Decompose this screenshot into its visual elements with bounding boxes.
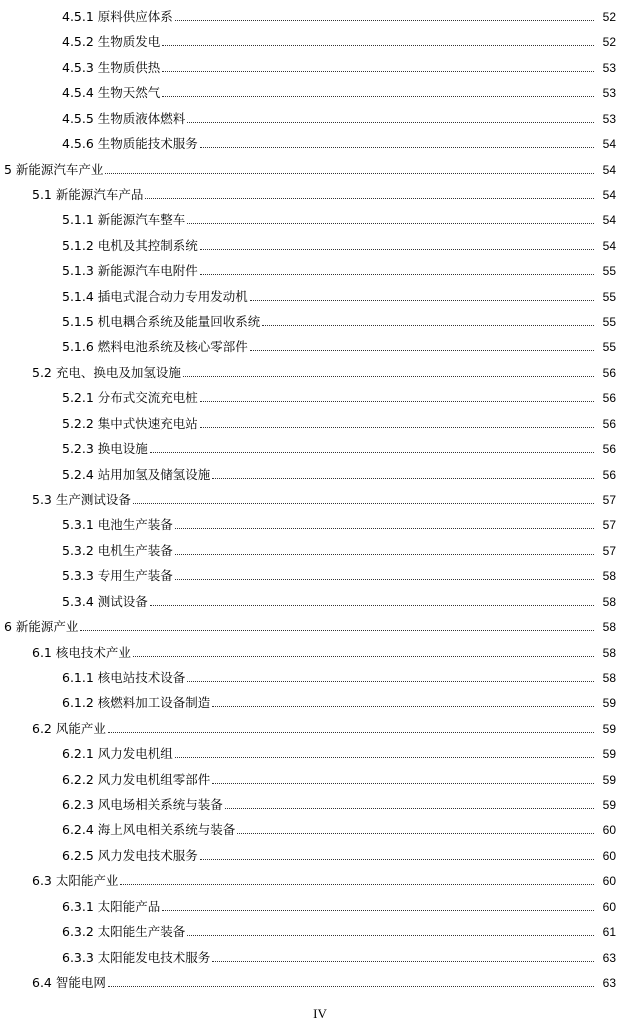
toc-entry-title: 5.3.3 专用生产装备 — [62, 568, 173, 583]
toc-entry[interactable] — [62, 285, 616, 305]
toc-entry[interactable] — [62, 793, 616, 813]
toc-dot-leader — [200, 426, 594, 428]
toc-entry[interactable] — [62, 539, 616, 559]
toc-entry-title: 5 新能源汽车产业 — [4, 162, 104, 177]
toc-entry-page: 59 — [602, 773, 616, 787]
toc-entry[interactable] — [62, 234, 616, 254]
toc-dot-leader — [200, 400, 594, 402]
toc-entry[interactable] — [32, 183, 616, 203]
toc-entry[interactable] — [62, 742, 616, 762]
toc-dot-leader — [162, 44, 594, 46]
toc-entry-page: 63 — [602, 951, 616, 965]
toc-entry-title: 5.1.4 插电式混合动力专用发动机 — [62, 289, 248, 304]
toc-entry[interactable] — [32, 641, 616, 661]
toc-dot-leader — [162, 95, 594, 97]
toc-entry-page: 60 — [602, 874, 616, 888]
toc-entry-title: 6.1.2 核燃料加工设备制造 — [62, 695, 211, 710]
toc-entry-page: 57 — [602, 544, 616, 558]
toc-entry-title: 5.1.6 燃料电池系统及核心零部件 — [62, 339, 248, 354]
toc-entry-title: 6.2 风能产业 — [32, 721, 106, 736]
toc-entry[interactable] — [62, 818, 616, 838]
toc-entry-page: 54 — [602, 188, 616, 202]
toc-entry-title: 6.2.1 风力发电机组 — [62, 746, 173, 761]
toc-entry-page: 58 — [602, 646, 616, 660]
toc-entry-page: 54 — [602, 213, 616, 227]
toc-dot-leader — [120, 883, 594, 885]
toc-entry-title: 6.2.2 风力发电机组零部件 — [62, 772, 211, 787]
toc-entry[interactable] — [62, 30, 616, 50]
toc-entry[interactable] — [62, 590, 616, 610]
toc-entry-page: 55 — [602, 264, 616, 278]
toc-entry[interactable] — [62, 107, 616, 127]
toc-entry[interactable] — [32, 971, 616, 991]
toc-entry-title: 6.3.3 太阳能发电技术服务 — [62, 950, 211, 965]
toc-dot-leader — [175, 756, 594, 758]
toc-entry[interactable] — [62, 513, 616, 533]
toc-entry-title: 5.1.2 电机及其控制系统 — [62, 238, 198, 253]
toc-dot-leader — [225, 807, 594, 809]
toc-entry-title: 4.5.2 生物质发电 — [62, 34, 161, 49]
toc-entry-title: 5.2.3 换电设施 — [62, 441, 148, 456]
toc-dot-leader — [162, 909, 594, 911]
toc-entry-title: 6.4 智能电网 — [32, 975, 106, 990]
toc-entry[interactable] — [62, 132, 616, 152]
toc-entry[interactable] — [62, 691, 616, 711]
toc-entry-title: 6.1.1 核电站技术设备 — [62, 670, 186, 685]
toc-dot-leader — [200, 273, 594, 275]
toc-dot-leader — [175, 578, 594, 580]
toc-dot-leader — [212, 960, 594, 962]
toc-entry-title: 6.2.5 风力发电技术服务 — [62, 848, 198, 863]
toc-entry[interactable] — [62, 768, 616, 788]
toc-entry-title: 5.1 新能源汽车产品 — [32, 187, 144, 202]
toc-entry[interactable] — [4, 158, 616, 178]
toc-entry-page: 55 — [602, 290, 616, 304]
toc-entry-page: 58 — [602, 620, 616, 634]
toc-dot-leader — [200, 858, 594, 860]
toc-entry-title: 5.2.4 站用加氢及储氢设施 — [62, 467, 211, 482]
toc-entry-title: 5.3.2 电机生产装备 — [62, 543, 173, 558]
toc-entry-title: 6.3 太阳能产业 — [32, 873, 119, 888]
toc-entry-title: 6.3.2 太阳能生产装备 — [62, 924, 186, 939]
toc-entry-title: 6.2.4 海上风电相关系统与装备 — [62, 822, 236, 837]
toc-dot-leader — [250, 349, 594, 351]
toc-entry[interactable] — [62, 666, 616, 686]
toc-dot-leader — [105, 172, 594, 174]
toc-entry-page: 56 — [602, 442, 616, 456]
toc-entry-page: 52 — [602, 10, 616, 24]
toc-entry-page: 59 — [602, 798, 616, 812]
toc-entry-page: 53 — [602, 61, 616, 75]
toc-dot-leader — [212, 782, 594, 784]
toc-entry-page: 59 — [602, 722, 616, 736]
toc-entry-page: 54 — [602, 239, 616, 253]
toc-entry[interactable] — [32, 717, 616, 737]
toc-entry-title: 5.2.2 集中式快速充电站 — [62, 416, 198, 431]
toc-entry-page: 53 — [602, 112, 616, 126]
toc-entry-title: 5.3 生产测试设备 — [32, 492, 131, 507]
toc-entry[interactable] — [62, 844, 616, 864]
toc-dot-leader — [145, 197, 594, 199]
toc-entry[interactable] — [62, 5, 616, 25]
toc-dot-leader — [187, 934, 594, 936]
toc-dot-leader — [237, 832, 594, 834]
toc-dot-leader — [262, 324, 594, 326]
toc-entry-page: 55 — [602, 340, 616, 354]
toc-dot-leader — [200, 146, 594, 148]
toc-entry-title: 6 新能源产业 — [4, 619, 79, 634]
toc-entry-page: 58 — [602, 671, 616, 685]
toc-entry-page: 58 — [602, 595, 616, 609]
toc-entry-title: 4.5.6 生物质能技术服务 — [62, 136, 198, 151]
toc-entry-page: 60 — [602, 849, 616, 863]
toc-dot-leader — [200, 248, 594, 250]
toc-entry-title: 6.2.3 风电场相关系统与装备 — [62, 797, 223, 812]
toc-entry-page: 63 — [602, 976, 616, 990]
toc-dot-leader — [150, 604, 594, 606]
toc-entry[interactable] — [62, 259, 616, 279]
toc-entry-title: 5.1.3 新能源汽车电附件 — [62, 263, 198, 278]
toc-entry[interactable] — [32, 361, 616, 381]
toc-dot-leader — [133, 502, 594, 504]
toc-entry-page: 56 — [602, 366, 616, 380]
toc-entry-title: 5.1.5 机电耦合系统及能量回收系统 — [62, 314, 261, 329]
toc-entry-title: 5.3.1 电池生产装备 — [62, 517, 173, 532]
toc-entry[interactable] — [32, 488, 616, 508]
toc-entry[interactable] — [62, 310, 616, 330]
toc-dot-leader — [175, 553, 594, 555]
toc-entry[interactable] — [62, 946, 616, 966]
toc-entry-page: 57 — [602, 518, 616, 532]
toc-dot-leader — [175, 527, 594, 529]
toc-dot-leader — [187, 680, 594, 682]
toc-entry-page: 59 — [602, 747, 616, 761]
page-number-footer: IV — [313, 1006, 327, 1021]
toc-dot-leader — [133, 655, 594, 657]
toc-entry-title: 4.5.4 生物天然气 — [62, 85, 161, 100]
toc-entry[interactable] — [62, 56, 616, 76]
toc-dot-leader — [183, 375, 594, 377]
toc-entry-title: 5.2 充电、换电及加氢设施 — [32, 365, 181, 380]
toc-entry[interactable] — [62, 564, 616, 584]
toc-entry-page: 59 — [602, 696, 616, 710]
toc-entry[interactable] — [62, 895, 616, 915]
toc-entry-page: 54 — [602, 137, 616, 151]
toc-entry-title: 6.1 核电技术产业 — [32, 645, 131, 660]
toc-entry-title: 4.5.3 生物质供热 — [62, 60, 161, 75]
toc-entry[interactable] — [32, 869, 616, 889]
toc-entry[interactable] — [62, 920, 616, 940]
toc-entry[interactable] — [62, 412, 616, 432]
toc-dot-leader — [80, 629, 594, 631]
toc-entry-page: 56 — [602, 468, 616, 482]
toc-entry[interactable] — [62, 81, 616, 101]
toc-dot-leader — [108, 985, 594, 987]
toc-entry-title: 4.5.5 生物质液体燃料 — [62, 111, 186, 126]
toc-dot-leader — [108, 731, 594, 733]
toc-entry[interactable] — [62, 335, 616, 355]
toc-dot-leader — [250, 299, 594, 301]
toc-entry[interactable] — [62, 386, 616, 406]
toc-entry[interactable] — [62, 208, 616, 228]
toc-dot-leader — [187, 121, 594, 123]
toc-entry-page: 61 — [602, 925, 616, 939]
toc-entry-title: 6.3.1 太阳能产品 — [62, 899, 161, 914]
toc-dot-leader — [150, 451, 594, 453]
toc-entry-page: 58 — [602, 569, 616, 583]
toc-entry[interactable] — [4, 615, 616, 635]
toc-dot-leader — [162, 70, 594, 72]
toc-dot-leader — [187, 222, 594, 224]
toc-entry-page: 54 — [602, 163, 616, 177]
toc-entry[interactable] — [62, 437, 616, 457]
toc-entry-title: 5.1.1 新能源汽车整车 — [62, 212, 186, 227]
toc-entry-page: 52 — [602, 35, 616, 49]
toc-entry-page: 60 — [602, 900, 616, 914]
toc-entry-page: 55 — [602, 315, 616, 329]
toc-entry-page: 53 — [602, 86, 616, 100]
toc-entry-title: 4.5.1 原料供应体系 — [62, 9, 173, 24]
toc-dot-leader — [175, 19, 594, 21]
toc-dot-leader — [212, 477, 594, 479]
toc-dot-leader — [212, 705, 594, 707]
toc-entry-page: 57 — [602, 493, 616, 507]
toc-entry[interactable] — [62, 463, 616, 483]
toc-entry-title: 5.2.1 分布式交流充电桩 — [62, 390, 198, 405]
toc-entry-title: 5.3.4 测试设备 — [62, 594, 148, 609]
toc-entry-page: 56 — [602, 417, 616, 431]
toc-entry-page: 60 — [602, 823, 616, 837]
toc-entry-page: 56 — [602, 391, 616, 405]
